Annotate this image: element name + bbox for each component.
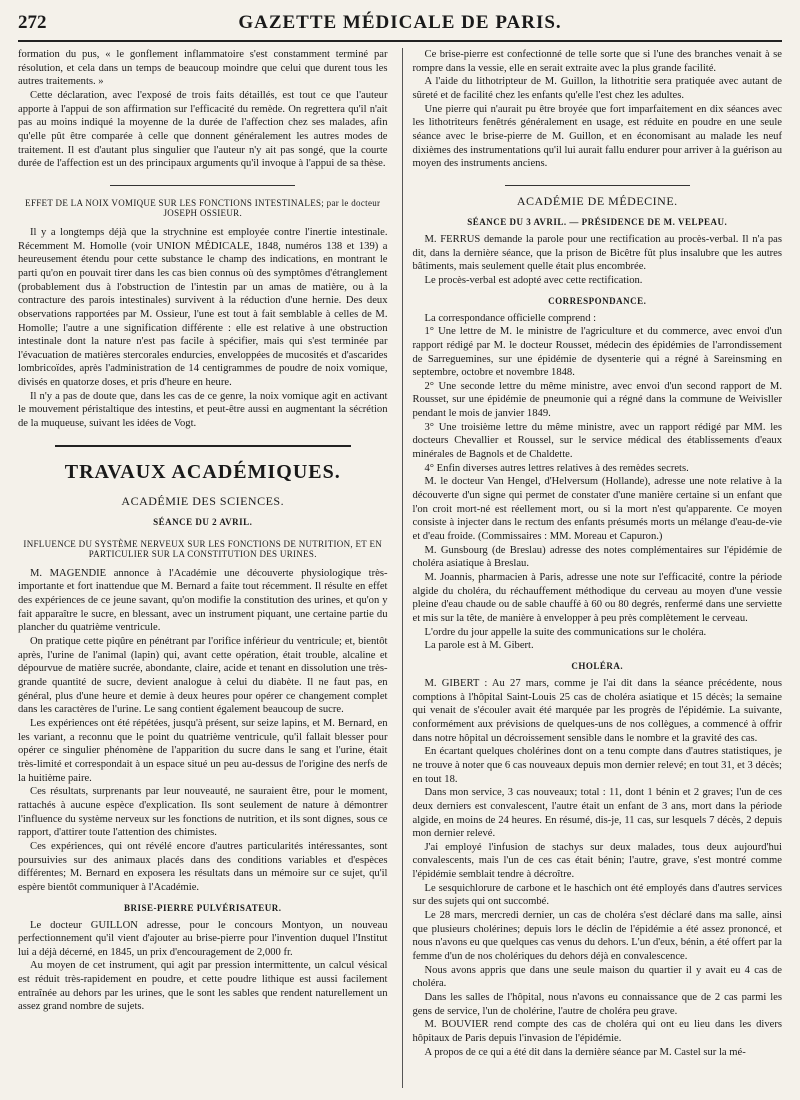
paragraph: J'ai employé l'infusion de stachys sur deux malades, tous deux aujourd'hui convalescents, mais l'un de ces cas était bénin; l'autre, grave, s'est montré comme l'épidémie semblait tendre à décroître. bbox=[412, 841, 782, 881]
paragraph: M. Gunsbourg (de Breslau) adresse des notes complémentaires sur l'épidémie de choléra asiatique à Breslau. bbox=[412, 544, 782, 570]
running-header bbox=[18, 12, 782, 42]
paragraph: Le sesquichlorure de carbone et le haschich ont été employés dans d'autres services sur des sujets qui ont succombé. bbox=[412, 882, 782, 908]
page-number: 272 bbox=[18, 12, 47, 33]
paragraph: Il y a longtemps déjà que la strychnine est employée contre l'inertie intestinale. Récemment M. Homolle (voir UNION MÉDICALE, 1848, numéros 138 et 139) a heureusement étendu pour cette substance le champ des indications, en montrant le parti qu'on en pouvait tirer dans les cas bien connus où des symptômes d'étranglement (probablement dus à l'obstruction de l'intestin par un amas de matière, ou à la contracture des parois intestinales) survivent à la réduction d'une hernie. Des deux observations rapportées par M. Ossieur, l'une est tout à fait semblable à celles de M. Homolle; l'autre a une signification différente : elle est relative à une obstruction intestinale dont la nature n'est pas facile à spécifier, mais qui s'est terminée par l'évacuation de matières stercorales endurcies, enveloppées de mucosités et d'ascarides lombricoïdes, après l'administration de 14 centigrammes de poudre de noix vomique, divisés en quatorze doses, et pris d'heure en heure. bbox=[18, 226, 388, 389]
paragraph: A l'aide du lithotripteur de M. Guillon, la lithotritie sera pratiquée avec autant de sûreté et de facilité chez les enfants qu'elle l'est chez les adultes. bbox=[412, 76, 782, 101]
paragraph: Ces résultats, surprenants par leur nouveauté, ne sauraient être, pour le moment, rattachés à aucune espèce d'explication. Ils sont seulement de nature à démontrer l'influence du système nerveux sur les fonctions de nutrition, et ils sont dignes, sous ce rapport, d'attirer toute l'attention des chimistes. bbox=[18, 786, 388, 839]
paragraph: A propos de ce qui a été dit dans la dernière séance par M. Castel sur la mé- bbox=[424, 1046, 746, 1058]
session-heading: SÉANCE DU 2 AVRIL. bbox=[153, 516, 253, 527]
divider bbox=[55, 445, 351, 447]
paragraph: Les expériences ont été répétées, jusqu'à présent, sur seize lapins, et M. Bernard, en les variant, a reconnu que le point du quatrième ventricule, qu'il fallait blesser pour opérer ce singulier phénomène de l'apparition du sucre dans le sang et l'urine, était très-limité et correspondait à un espace situé un peu au-dessus de l'origine des nerfs de la huitième paire. bbox=[18, 717, 388, 784]
divider bbox=[505, 185, 690, 186]
paragraph: Le 28 mars, mercredi dernier, un cas de choléra s'est déclaré dans ma salle, ainsi que plusieurs cholérines; depuis lors le déclin de l'épidémie a été assez prononcé, et nous n'avons eu que quelques cas venus du dehors. L'un d'eux, bénin, a été offert par la femme d'un de nos cholériques du dehors déjà en convalescence. bbox=[412, 910, 782, 963]
journal-title: GAZETTE MÉDICALE DE PARIS. bbox=[238, 12, 562, 33]
academy-heading: ACADÉMIE DES SCIENCES. bbox=[121, 493, 285, 508]
paragraph: M. GIBERT : Au 27 mars, comme je l'ai dit dans la séance précédente, nous comptions à l'hôpital Saint-Louis 25 cas de choléra asiatique et 15 décès; la semaine qui venait de s'écouler avait été marquée par les progrès de l'épidémie. La suivante, conformément aux prévisions de quelques-uns de nos collègues, a commencé à offrir dans notre hôpital un décroissement sensible dans le nombre et la gravité des cas. bbox=[412, 677, 782, 744]
cholera-heading: CHOLÉRA. bbox=[571, 660, 624, 671]
paragraph: Au moyen de cet instrument, qui agit par pression intermittente, un calcul vésical est réduit très-rapidement en poudre, et cette poudre lithique est aussi facilement entraînée au dehors par les urines, que le sont les sables que rendent naturellement un assez grand nombre de sujets. bbox=[18, 960, 388, 1013]
paragraph: En écartant quelques cholérines dont on a tenu compte dans d'autres statistiques, je ne trouve à noter que 6 cas nouveaux depuis mon dernier relevé; en tout 31, et 3 décès; en tout 18. bbox=[412, 746, 782, 785]
paragraph: M. FERRUS demande la parole pour une rectification au procès-verbal. Il n'a pas dit, dans la dernière séance, que la prison de Bicêtre fût plus insalubre que les autres bâtiments, mais seulement quelle était plus encombrée. bbox=[412, 233, 782, 273]
article-heading: BRISE-PIERRE PULVÉRISATEUR. bbox=[123, 902, 282, 913]
correspondence-heading: CORRESPONDANCE. bbox=[548, 295, 647, 306]
paragraph: Dans les salles de l'hôpital, nous n'avons eu connaissance que de 2 cas parmi les gens de service, l'un de cholérine, l'autre de choléra peu grave. bbox=[412, 992, 782, 1017]
paragraph: La parole est à M. Gibert. bbox=[424, 640, 534, 652]
paragraph: M. BOUVIER rend compte des cas de choléra qui ont eu lieu dans les divers hôpitaux de Paris depuis l'invasion de l'épidémie. bbox=[412, 1019, 782, 1044]
paragraph: Le procès-verbal est adopté avec cette rectification. bbox=[424, 274, 643, 286]
paragraph: 1° Une lettre de M. le ministre de l'agriculture et du commerce, avec envoi d'un rapport rédigé par M. le docteur Rousset, médecin des épidémies de l'arrondissement de Sarreguemines, sur une épidémie de dysenterie qui a régné à Sareinsming en septembre, octobre et novembre 1848. bbox=[412, 326, 782, 379]
session-heading: SÉANCE DU 3 AVRIL. — PRÉSIDENCE DE M. VELPEAU. bbox=[467, 216, 728, 227]
paragraph: M. MAGENDIE annonce à l'Académie une découverte physiologique très-importante et fort inattendue que M. Bernard a faite tout récemment. Il résulte en effet des expériences de ce jeune savant, qu'on modifie la constitution des urines, et qu'on y fait apparaître le sucre, en blessant, avec un instrument piquant, une certaine partie du plancher du quatrième ventricule. bbox=[18, 567, 388, 634]
paragraph: On pratique cette piqûre en pénétrant par l'orifice inférieur du ventricule; et, bientôt après, l'urine de l'animal (lapin) qui, avant cette opération, était trouble, alcaline et dépourvue de matière sucrée, abondante, claire, acide et tenant en dissolution une très-grande quantité de sucre, devient analogue à celui du diabète. Il ne faut pas, en général, plus d'une heure et demie à deux heures pour opérer ce changement complet dans les caractères de l'urine. Le sang contient également beaucoup de sucre. bbox=[18, 636, 388, 716]
paragraph: Cette déclaration, avec l'exposé de trois faits détaillés, est tout ce que l'auteur apporte à l'appui de son affirmation sur l'efficacité du remède. On regrettera qu'il n'ait pas au moins indiqué la moyenne de la durée de l'affection chez ses malades, afin qu'elle pût être comparée à celle que donnent généralement les autres modes de traitement. Il est d'autant plus singulier que l'auteur n'y ait pas songé, que la courte durée de l'affection est un des principaux arguments qu'il invoque à l'appui de sa thèse. bbox=[18, 89, 388, 170]
paragraph: M. Joannis, pharmacien à Paris, adresse une note sur l'efficacité, contre la période algide du choléra, du réchauffement méthodique du cerveau au moyen d'une vessie pleine d'eau chaude ou de sable chauffé à 60 ou 80 degrés, renfermé dans une serviette et mis sur la tête, de manière à envelopper à peu près complètement le cerveau. bbox=[412, 572, 782, 624]
paragraph: Le docteur GUILLON adresse, pour le concours Montyon, un nouveau perfectionnement qu'il vient d'ajouter au brise-pierre pour l'invention duquel l'Institut lui a déjà décerné, en 1845, un prix d'encouragement de 2,000 fr. bbox=[18, 919, 388, 958]
article-heading: EFFET DE LA NOIX VOMIQUE SUR LES FONCTIONS INTESTINALES; par le docteur JOSEPH OSSIEUR. bbox=[25, 197, 381, 218]
paragraph: Ce brise-pierre est confectionné de telle sorte que si l'une des branches venait à se rompre dans la vessie, elle en serait extraite avec la plus grande facilité. bbox=[412, 49, 782, 74]
paragraph: Nous avons appris que dans une seule maison du quartier il y avait eu 4 cas de choléra. bbox=[412, 964, 782, 990]
paragraph: Ces expériences, qui ont révélé encore d'autres particularités intéressantes, sont poursuivies sur des animaux placés dans des conditions variables et d'espèces différentes; M. Bernard en exposera les résultats dans un mémoire sur ce sujet, qu'il espère bientôt communiquer à l'Académie. bbox=[18, 840, 388, 893]
paragraph: 4° Enfin diverses autres lettres relatives à des remèdes secrets. bbox=[424, 462, 689, 474]
academy-heading: ACADÉMIE DE MÉDECINE. bbox=[516, 193, 678, 208]
paragraph: Il n'y a pas de doute que, dans les cas de ce genre, la noix vomique agit en activant le mouvement péristaltique des intestins, et peut-être aussi en augmentant la sécrétion de la muqueuse, suivant les idées de Vogt. bbox=[18, 390, 388, 430]
paragraph: La correspondance officielle comprend : bbox=[424, 312, 597, 324]
paragraph: 2° Une seconde lettre du même ministre, avec envoi d'un second rapport de M. Rousset, sur une épidémie de pneumonie qui a régné dans la commune de Weivisller pendant le mois de janvier 1849. bbox=[412, 380, 782, 420]
right-column bbox=[402, 48, 783, 1088]
paragraph: M. le docteur Van Hengel, d'Helversum (Hollande), adresse une note relative à la découverte d'un signe qui permet de constater d'une manière certaine si un enfant que l'on croit mort-né est réellement mort, ou si la mort n'est qu'apparente. Ce moyen consiste à injecter dans le rectum des enfants présumés morts un mélange d'eau-de-vie et d'eau froide. (Commissaires : MM. Moreau et Capuron.) bbox=[412, 476, 782, 543]
left-column bbox=[18, 48, 388, 1088]
paragraph: 3° Une troisième lettre du même ministre, avec un rapport rédigé par MM. les docteurs Chevallier et Roussel, sur le service médical des établissements d'eaux minérales de Bagnols et de Chaldette. bbox=[412, 421, 782, 461]
paragraph: formation du pus, « le gonflement inflammatoire s'est constamment terminé par résolution, et cela dans un temps de beaucoup moindre que celui que durent tous les autres traitements. » bbox=[18, 49, 388, 88]
divider bbox=[110, 185, 295, 186]
paragraph: Dans mon service, 3 cas nouveaux; total : 11, dont 1 bénin et 2 graves; l'un de ces deux derniers est convalescent, l'autre était un enfant de 3 ans, mort dans la période algide, en moins de 24 heures. En résumé, dis-je, 11 cas, sur lesquels 7 décès, 2 depuis mon dernier relevé. bbox=[412, 787, 782, 840]
paragraph: Une pierre qui n'aurait pu être broyée que fort imparfaitement en dix séances avec les lithotriteurs fenêtrés généralement en usage, est réduite en poudre en une seule séance avec le brise-pierre de M. Guillon, et en économisant au malade les neuf dixièmes des instrumentations qu'il lui aurait fallu endurer pour arriver à la guérison au moyen des instruments anciens. bbox=[412, 103, 782, 170]
article-heading: INFLUENCE DU SYSTÈME NERVEUX SUR LES FONCTIONS DE NUTRITION, ET EN PARTICULIER SUR LA CONSTITUTION DES URINES. bbox=[23, 538, 383, 559]
section-title: TRAVAUX ACADÉMIQUES. bbox=[64, 460, 341, 483]
columns bbox=[18, 48, 782, 1088]
paragraph: L'ordre du jour appelle la suite des communications sur le choléra. bbox=[424, 626, 707, 638]
